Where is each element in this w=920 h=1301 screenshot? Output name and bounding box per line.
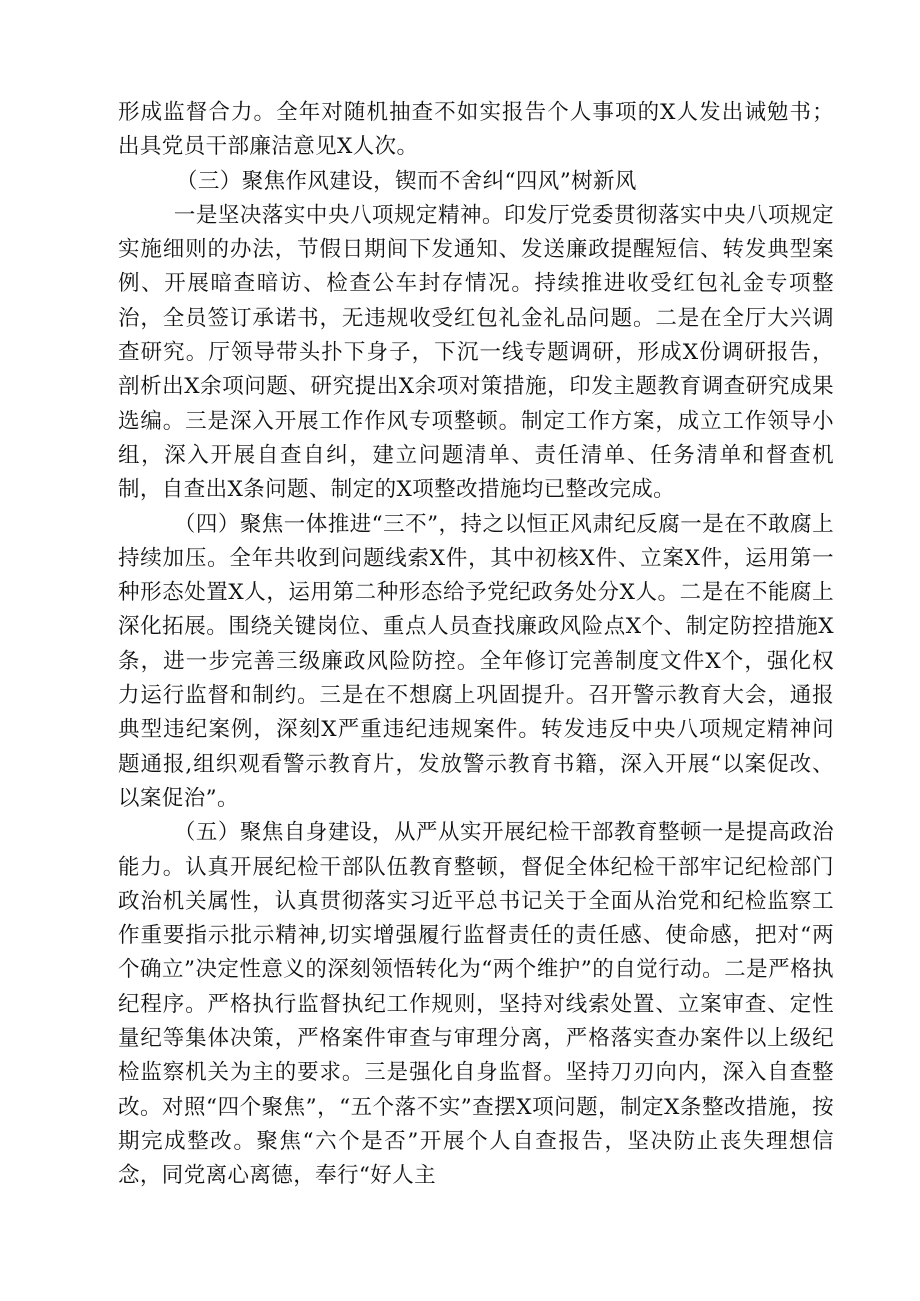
paragraph-section-5: （五）聚焦自身建设，从严从实开展纪检干部教育整顿一是提高政治能力。认真开展纪检干部队伍教育整顿，督促全体纪检干部牢记纪检部门政治机关属性，认真贯彻落实习近平总书记关于全面从治党和纪检监察工作重要指示批示精神,切实增强履行监督责任的责任感、使命感，把对“两个确立”决定性意义的深刻领悟转化为“两个维护”的自觉行动。二是严格执纪程序。严格执行监督执纪工作规则，坚持对线索处置、立案审查、定性量纪等集体决策，严格案件审查与审理分离，严格落实查办案件以上级纪检监察机关为主的要求。三是强化自身监督。坚持刀刃向内，深入自查整改。对照“四个聚焦”，“五个落不实”查摆X项问题，制定X条整改措施，按期完成整改。聚焦“六个是否”开展个人自查报告，坚决防止丧失理想信念，同党离心离德，奉行“好人主 <box>118 820 834 1189</box>
section-heading-3: （三）聚焦作风建设，锲而不舍纠“四风”树新风 <box>176 168 637 194</box>
paragraph-section-4: （四）聚焦一体推进“三不”，持之以恒正风肃纪反腐一是在不敢腐上持续加压。全年共收到问题线索X件，其中初核X件、立案X件，运用第一种形态处置X人，运用第二种形态给予党纪政务处分X人。二是在不能腐上深化拓展。围绕关键岗位、重点人员查找廉政风险点X个、制定防控措施X条，进一步完善三级廉政风险防控。全年修订完善制度文件X个，强化权力运行监督和制约。三是在不想腐上巩固提升。召开警示教育大会，通报典型违纪案例，深刻X严重违纪违规案件。转发违反中央八项规定精神问题通报,组织观看警示教育片，发放警示教育书籍，深入开展“以案促改、以案促治”。 <box>118 511 834 811</box>
paragraph-style-building: 一是坚决落实中央八项规定精神。印发厅党委贯彻落实中央八项规定实施细则的办法，节假日期间下发通知、发送廉政提醒短信、转发典型案例、开展暗查暗访、检查公车封存情况。持续推进收受红包礼金专项整治，全员签订承诺书，无违规收受红包礼金礼品问题。二是在全厅大兴调查研究。厅领导带头扑下身子，下沉一线专题调研，形成X份调研报告，剖析出X余项问题、研究提出X余项对策措施，印发主题教育调查研究成果选编。三是深入开展工作作风专项整顿。制定工作方案，成立工作领导小组，深入开展自查自纠，建立问题清单、责任清单、任务清单和督查机制，自查出X条问题、制定的X项整改措施均已整改完成。 <box>118 202 834 503</box>
paragraph-continuation: 形成监督合力。全年对随机抽查不如实报告个人事项的X人发出诫勉书；出具党员干部廉洁意见X人次。 <box>118 100 834 160</box>
document-page <box>118 96 834 1194</box>
